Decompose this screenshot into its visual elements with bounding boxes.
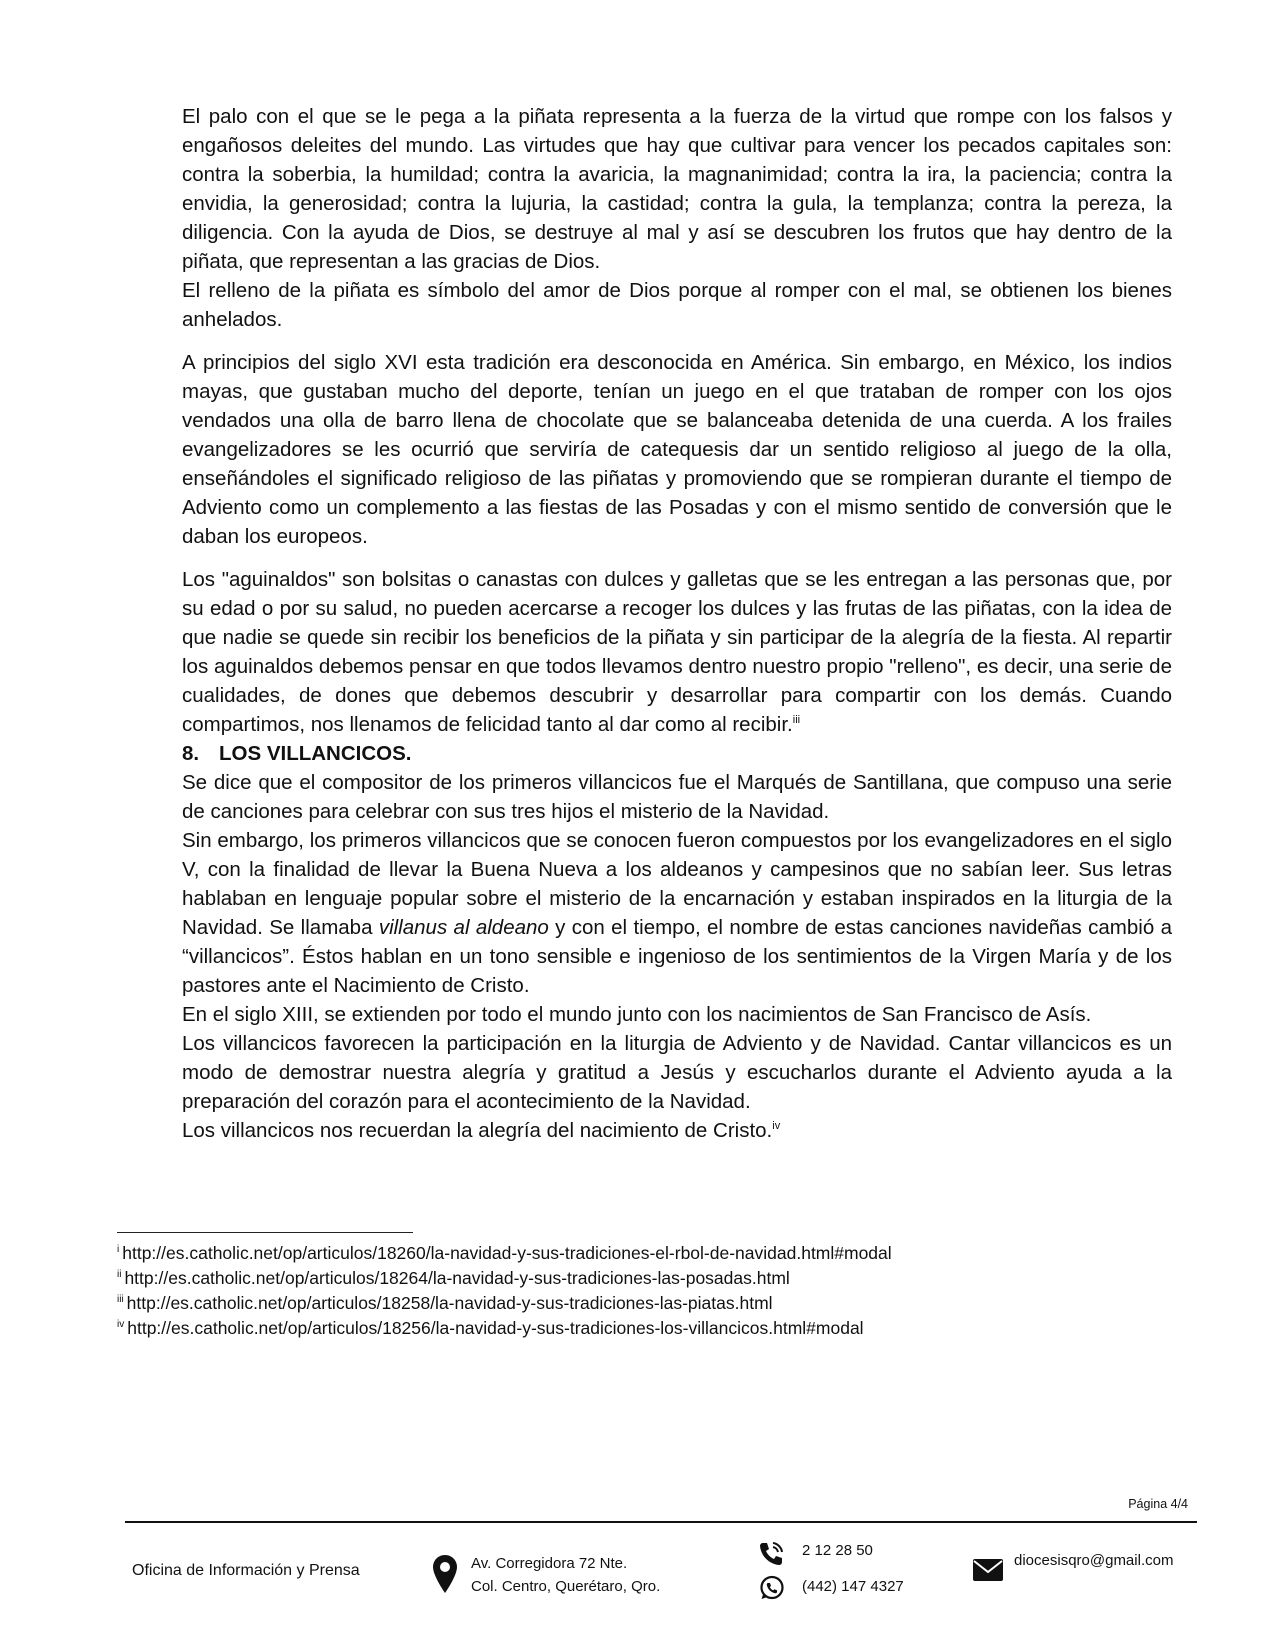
whatsapp-number[interactable]: (442) 147 4327: [802, 1578, 904, 1595]
alegria-text: Los villancicos nos recuerdan la alegría del nacimiento de Cristo.: [182, 1119, 773, 1142]
location-pin-icon: [432, 1554, 458, 1598]
footnote-item: [117, 1241, 892, 1266]
footnote-link[interactable]: http://es.catholic.net/op/articulos/18260/la-navidad-y-sus-tradiciones-el-rbol-de-navidad.html#modal: [122, 1243, 892, 1263]
section-number: 8.: [182, 742, 200, 765]
page-number: Página 4/4: [1128, 1497, 1188, 1511]
paragraph-relleno: El relleno de la piñata es símbolo del amor de Dios porque al romper con el mal, se obtienen los bienes anhelados.: [182, 279, 1172, 331]
paragraph-aguinaldos: [182, 565, 1172, 739]
footnote-mark: iv: [117, 1319, 125, 1331]
evangelizadores-text-b: y con el tiempo, el nombre de estas canciones navideñas cambió a “villancicos”. Éstos hablan en un tono sensible e ingenioso de los sentimientos de la Virgen María y de los pastores ante el Nacimiento de Cristo.: [182, 916, 1172, 997]
address: [471, 1552, 660, 1598]
aguinaldos-text: Los "aguinaldos" son bolsitas o canastas con dulces y galletas que se les entregan a las personas que, por su edad o por su salud, no pueden acercarse a recoger los dulces y las frutas de las piñatas, con la idea de que nadie se quede sin recibir los beneficios de la piñata y sin participar de la alegría de la fiesta. Al repartir los aguinaldos debemos pensar en que todos llevamos dentro nuestro propio "relleno", es decir, una serie de cualidades, de dones que debemos descubrir y desarrollar para compartir con los demás. Cuando compartimos, nos llenamos de felicidad tanto al dar como al recibir.: [182, 568, 1172, 736]
footnotes: [117, 1241, 892, 1341]
paragraph-alegria: [182, 1116, 1172, 1145]
footnote-mark: i: [117, 1244, 120, 1256]
page-footer: [0, 1540, 1275, 1620]
footnote-item: [117, 1316, 892, 1341]
address-line-1: Av. Corregidora 72 Nte.: [471, 1555, 628, 1572]
paragraph-compositor: Se dice que el compositor de los primeros villancicos fue el Marqués de Santillana, que compuso una serie de canciones para celebrar con sus tres hijos el misterio de la Navidad.: [182, 771, 1172, 823]
footnote-link[interactable]: http://es.catholic.net/op/articulos/18264/la-navidad-y-sus-tradiciones-las-posadas.html: [124, 1268, 790, 1288]
main-content: [182, 102, 1172, 1145]
footer-separator: [125, 1521, 1197, 1523]
paragraph-evangelizadores: [182, 826, 1172, 1000]
paragraph-historia: A principios del siglo XVI esta tradición era desconocida en América. Sin embargo, en México, los indios mayas, que gustaban mucho del deporte, tenían un juego en el que trataban de romper con los ojos vendados una olla de barro llena de chocolate que se balanceaba detenida de una cuerda. A los frailes evangelizadores se les ocurrió que serviría de catequesis dar un sentido religioso al juego de la olla, enseñándoles el significado religioso de las piñatas y promoviendo que se rompieran durante el tiempo de Adviento como un complemento a las fiestas de las Posadas y con el mismo sentido de conversión que le daban los europeos.: [182, 351, 1172, 548]
footnote-ref-iii[interactable]: iii: [792, 714, 801, 727]
envelope-icon: [972, 1558, 1004, 1586]
paragraph-siglo-xiii: En el siglo XIII, se extienden por todo el mundo junto con los nacimientos de San Francisco de Asís.: [182, 1003, 1092, 1026]
footnote-item: [117, 1291, 892, 1316]
office-name: Oficina de Información y Prensa: [132, 1562, 360, 1579]
footnote-ref-iv[interactable]: iv: [772, 1120, 781, 1133]
footnote-separator: [117, 1232, 413, 1233]
villanus-italic: villanus al aldeano: [378, 916, 549, 939]
evangelizadores-text-a: Sin embargo, los primeros villancicos que se conocen fueron compuestos por los evangelizadores en el siglo V, con la finalidad de llevar la Buena Nueva a los aldeanos y campesinos que no sabían leer. Sus letras hablaban en lenguaje popular sobre el misterio de la encarnación y estaban inspirados en la liturgia de la Navidad. Se llamaba: [182, 829, 1172, 939]
section-title: LOS VILLANCICOS.: [219, 742, 412, 765]
footnote-mark: ii: [117, 1269, 122, 1281]
paragraph-palo: El palo con el que se le pega a la piñata representa a la fuerza de la virtud que rompe con los falsos y engañosos deleites del mundo. Las virtudes que hay que cultivar para vencer los pecados capitales son: contra la soberbia, la humildad; contra la avaricia, la magnanimidad; contra la ira, la paciencia; contra la envidia, la generosidad; contra la lujuria, la castidad; contra la gula, la templanza; contra la pereza, la diligencia. Con la ayuda de Dios, se destruye al mal y así se descubren los frutos que hay dentro de la piñata, que representan a las gracias de Dios.: [182, 105, 1172, 273]
footnote-mark: iii: [117, 1294, 124, 1306]
footnote-link[interactable]: http://es.catholic.net/op/articulos/18256/la-navidad-y-sus-tradiciones-los-villancicos.html#modal: [127, 1318, 864, 1338]
paragraph-liturgia: Los villancicos favorecen la participación en la liturgia de Adviento y de Navidad. Cantar villancicos es un modo de demostrar nuestra alegría y gratitud a Jesús y escucharlos durante el Adviento ayuda a la preparación del corazón para el acontecimiento de la Navidad.: [182, 1032, 1172, 1113]
email-address[interactable]: diocesisqro@gmail.com: [1014, 1552, 1174, 1569]
whatsapp-icon: [759, 1575, 785, 1605]
footnote-item: [117, 1266, 892, 1291]
footnote-link[interactable]: http://es.catholic.net/op/articulos/18258/la-navidad-y-sus-tradiciones-las-piatas.html: [126, 1293, 773, 1313]
section-heading: [182, 739, 1172, 768]
phone-number[interactable]: 2 12 28 50: [802, 1542, 873, 1559]
address-line-2: Col. Centro, Querétaro, Qro.: [471, 1578, 661, 1595]
phone-icon: [757, 1540, 785, 1572]
